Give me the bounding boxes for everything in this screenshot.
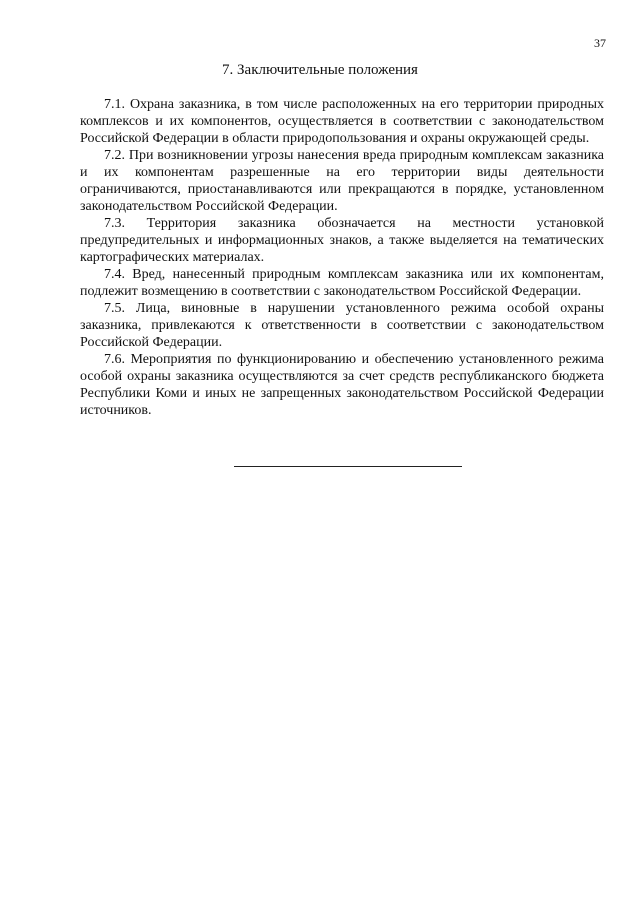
paragraph-7-4: 7.4. Вред, нанесенный природным комплексам заказника или их компонентам, подлежит возмещению в соответствии с законодательством Российской Федерации. — [80, 267, 604, 299]
paragraph-7-6: 7.6. Мероприятия по функционированию и обеспечению установленного режима особой охраны заказника осуществляются за счет средств республиканского бюджета Республики Коми и иных не запрещенных законодательством Российской Федерации источников. — [80, 352, 604, 418]
paragraph-7-1: 7.1. Охрана заказника, в том числе расположенных на его территории природных комплексов и их компонентов, осуществляется в соответствии с законодательством Российской Федерации в области природопользования и охраны окружающей среды. — [80, 97, 604, 146]
paragraph-7-5: 7.5. Лица, виновные в нарушении установленного режима особой охраны заказника, привлекаются к ответственности в соответствии с законодательством Российской Федерации. — [80, 301, 604, 350]
paragraph-7-3: 7.3. Территория заказника обозначается на местности установкой предупредительных и информационных знаков, а также выделяется на тематических картографических материалах. — [80, 216, 604, 265]
page-number: 37 — [594, 36, 606, 50]
section-title: 7. Заключительные положения — [222, 62, 418, 78]
document-body — [80, 96, 604, 419]
paragraph-7-2: 7.2. При возникновении угрозы нанесения вреда природным комплексам заказника и их компонентам разрешенные на его территории виды деятельности ограничиваются, приостанавливаются или прекращаются в порядке, установленном законодательством Российской Федерации. — [80, 148, 604, 214]
end-of-document-rule — [234, 466, 462, 467]
